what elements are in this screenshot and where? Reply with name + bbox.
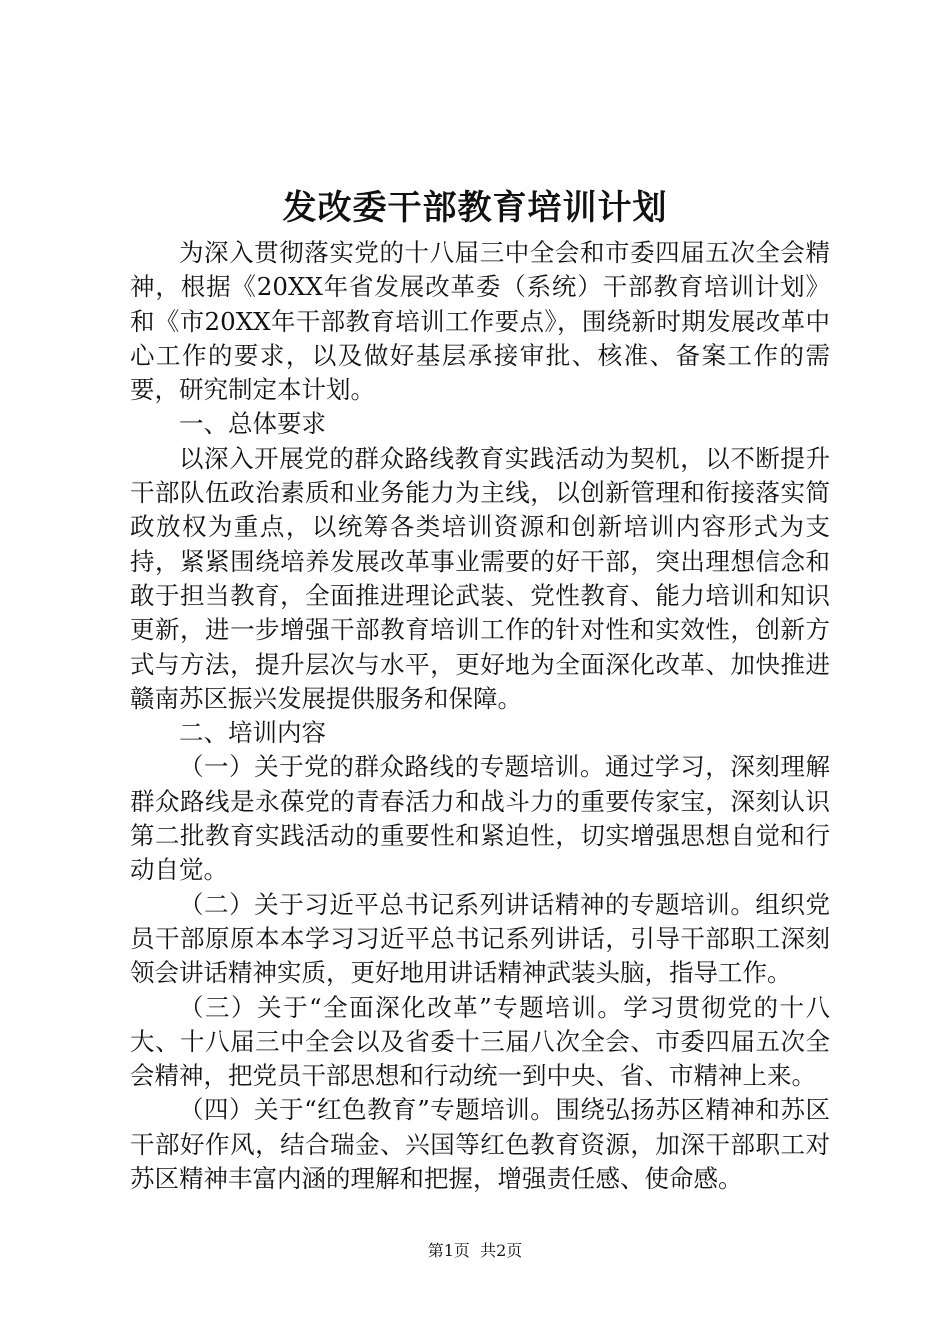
training-item-4: （四）关于“红色教育”专题培训。围绕弘扬苏区精神和苏区干部好作风，结合瑞金、兴国等红色教育资源，加深干部职工对苏区精神丰富内涵的理解和把握，增强责任感、使命感。	[130, 1095, 830, 1194]
page-total: 共2页	[480, 1241, 523, 1260]
general-requirements-paragraph: 以深入开展党的群众路线教育实践活动为契机，以不断提升干部队伍政治素质和业务能力为主线，以创新管理和衔接落实简政放权为重点，以统筹各类培训资源和创新培训内容形式为支持，紧紧围绕培养发展改革事业需要的好干部，突出理想信念和敢于担当教育，全面推进理论武装、党性教育、能力培训和知识更新，进一步增强干部教育培训工作的针对性和实效性，创新方式与方法，提升层次与水平，更好地为全面深化改革、加快推进赣南苏区振兴发展提供服务和保障。	[130, 443, 830, 713]
training-item-3: （三）关于“全面深化改革”专题培训。学习贯彻党的十八大、十八届三中全会以及省委十三届八次全会、市委四届五次全会精神，把党员干部思想和行动统一到中央、省、市精神上来。	[130, 992, 830, 1091]
intro-paragraph: 为深入贯彻落实党的十八届三中全会和市委四届五次全会精神，根据《20XX年省发展改革委（系统）干部教育培训计划》和《市20XX年干部教育培训工作要点》，围绕新时期发展改革中心工作的要求，以及做好基层承接审批、核准、备案工作的需要，研究制定本计划。	[130, 238, 830, 405]
document-body	[130, 236, 830, 1196]
training-item-1: （一）关于党的群众路线的专题培训。通过学习，深刻理解群众路线是永葆党的青春活力和战斗力的重要传家宝，深刻认识第二批教育实践活动的重要性和紧迫性，切实增强思想自觉和行动自觉。	[130, 752, 830, 885]
section-heading-training-content: 二、培训内容	[179, 718, 326, 748]
page-footer	[0, 1240, 950, 1262]
section-heading-general-requirements: 一、总体要求	[179, 409, 326, 439]
training-item-2: （二）关于习近平总书记系列讲话精神的专题培训。组织党员干部原原本本学习习近平总书记系列讲话，引导干部职工深刻领会讲话精神实质，更好地用讲话精神武装头脑，指导工作。	[130, 889, 830, 988]
page-number: 第1页	[427, 1241, 470, 1260]
document-title: 发改委干部教育培训计划	[282, 188, 668, 228]
